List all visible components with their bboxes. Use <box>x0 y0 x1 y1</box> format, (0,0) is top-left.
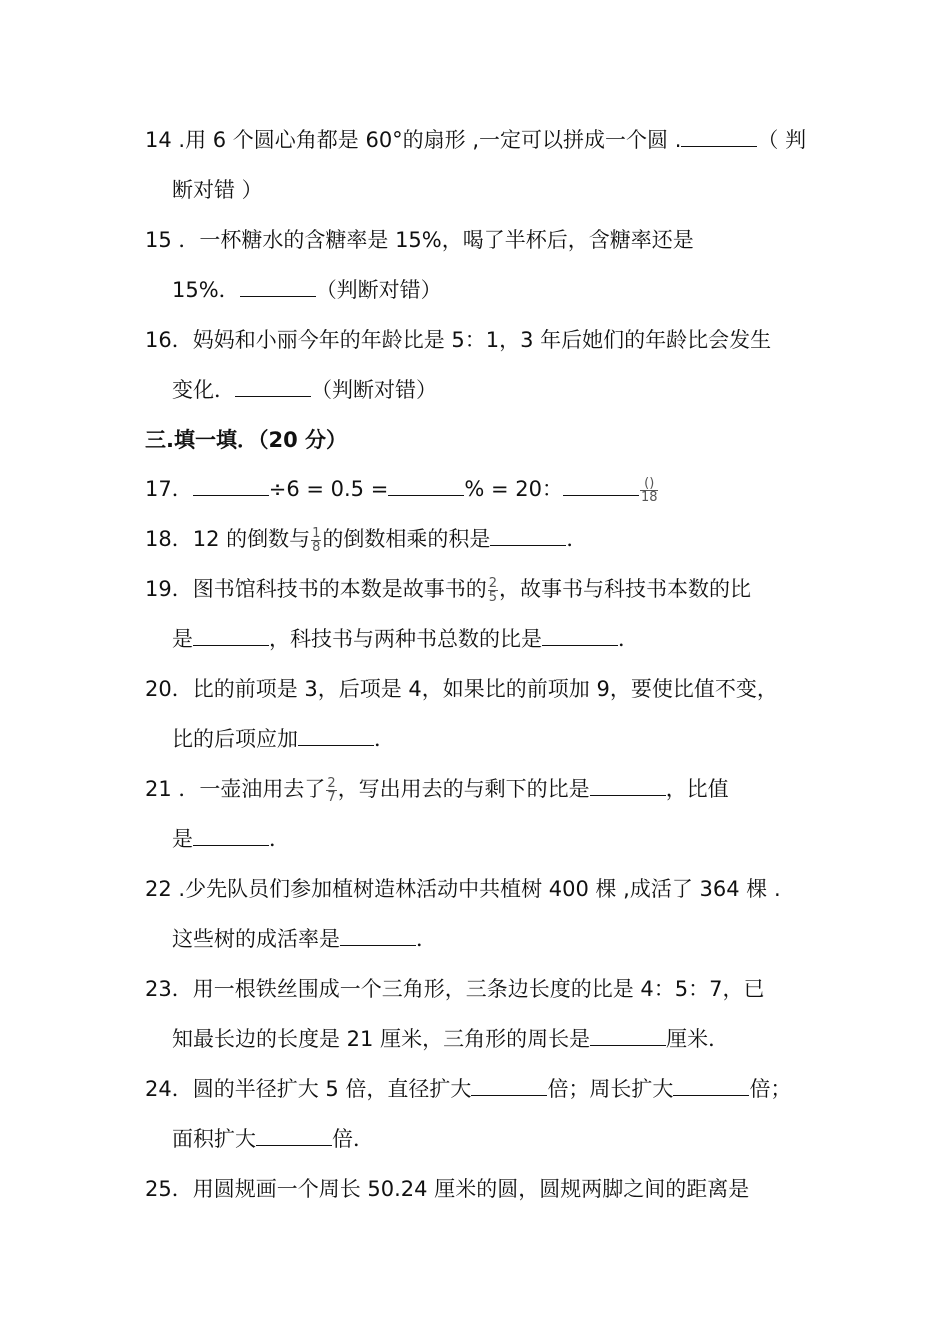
answer-blank[interactable] <box>388 475 464 496</box>
answer-blank[interactable] <box>256 1125 332 1146</box>
answer-blank[interactable] <box>673 1075 749 1096</box>
answer-blank[interactable] <box>298 725 374 746</box>
q23-line2: 知最长边的长度是 21 厘米，三角形的周长是 厘米． <box>172 1027 730 1051</box>
q19-line2: 是 ，科技书与两种书总数的比是 ． <box>172 627 639 651</box>
q19-line1: 19．图书馆科技书的本数是故事书的 $\frac{2}{5}$ ，故事书与科技书本数的比 <box>145 575 752 605</box>
answer-blank[interactable] <box>193 625 269 646</box>
answer-blank[interactable] <box>563 475 639 496</box>
section-heading: 三.填一填．（20 分） <box>145 428 348 452</box>
q24-line1: 24．圆的半径扩大 5 倍，直径扩大 倍；周长扩大 倍； <box>145 1077 792 1101</box>
fraction: $\frac{2}{7}$ <box>327 775 336 805</box>
q16-line2: 变化． （判断对错） <box>172 378 437 402</box>
q18-line1: 18．12 的倒数与 $\frac{1}{8}$ 的倒数相乘的积是 ． <box>145 525 588 555</box>
answer-blank[interactable] <box>490 525 566 546</box>
q21-line2: 是 ． <box>172 827 290 851</box>
q20-line2: 比的后项应加 ． <box>172 727 395 751</box>
fraction: $\frac{()}{18}$ <box>640 475 658 505</box>
q20-line1: 20．比的前项是 3，后项是 4，如果比的前项加 9，要使比值不变， <box>145 677 778 701</box>
answer-blank[interactable] <box>240 276 316 297</box>
answer-blank[interactable] <box>681 126 757 147</box>
answer-blank[interactable] <box>193 825 269 846</box>
q16-line1: 16．妈妈和小丽今年的年龄比是 5：1，3 年后她们的年龄比会发生 <box>145 328 772 352</box>
answer-blank[interactable] <box>193 475 269 496</box>
q15-line2: 15%． （判断对错） <box>172 278 442 302</box>
q22-line1: 22 .少先队员们参加植树造林活动中共植树 400 棵 ,成活了 364 棵 . <box>145 877 781 901</box>
q23-line1: 23．用一根铁丝围成一个三角形，三条边长度的比是 4：5：7，已 <box>145 977 765 1001</box>
answer-blank[interactable] <box>235 376 311 397</box>
q15-line1: 15 ．一杯糖水的含糖率是 15%，喝了半杯后，含糖率还是 <box>145 228 694 252</box>
q22-line2: 这些树的成活率是 ． <box>172 927 437 951</box>
answer-blank[interactable] <box>340 925 416 946</box>
answer-blank[interactable] <box>542 625 618 646</box>
answer-blank[interactable] <box>590 1025 666 1046</box>
q24-line2: 面积扩大 倍． <box>172 1127 374 1151</box>
q25-line1: 25．用圆规画一个周长 50.24 厘米的圆，圆规两脚之间的距离是 <box>145 1177 750 1201</box>
answer-blank[interactable] <box>471 1075 547 1096</box>
answer-blank[interactable] <box>590 775 666 796</box>
q14-line2: 断对错 ） <box>172 178 263 202</box>
q14-line1: 14 .用 6 个圆心角都是 60°的扇形 ,一定可以拼成一个圆 . （ 判 <box>145 128 807 152</box>
q21-line1: 21 ．一壶油用去了 $\frac{2}{7}$ ，写出用去的与剩下的比是 ，比值 <box>145 775 729 805</box>
fraction: $\frac{1}{8}$ <box>312 525 321 555</box>
q17-line1: 17． ÷6 = 0.5 = % = 20： $\frac{()}{18}$ <box>145 475 658 505</box>
fraction: $\frac{2}{5}$ <box>488 575 498 605</box>
